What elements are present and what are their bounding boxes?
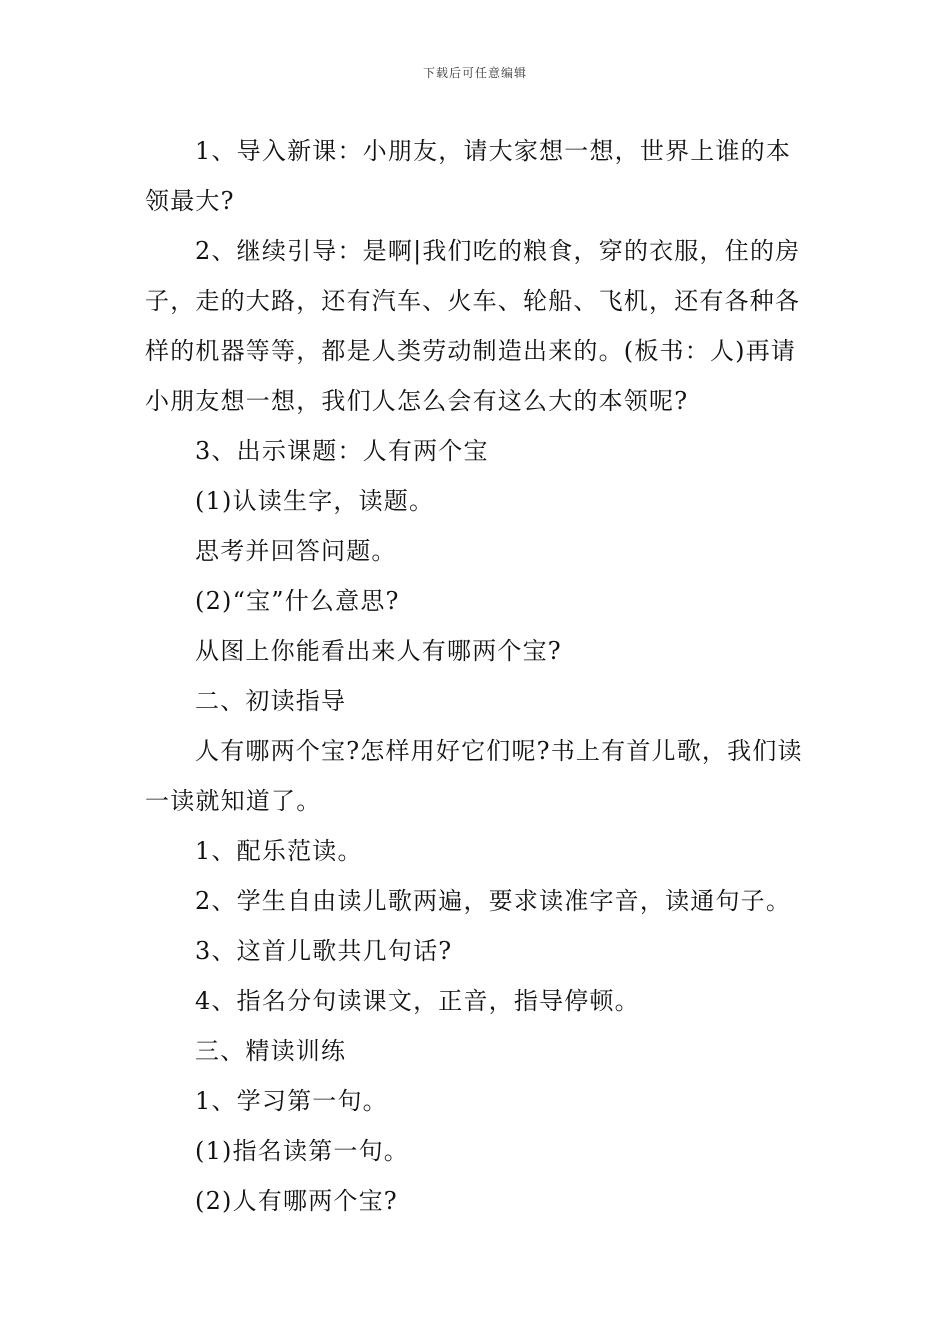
paragraph-read-title: (1)认读生字，读题。 — [195, 487, 435, 515]
paragraph-read-first-sentence: (1)指名读第一句。 — [195, 1137, 409, 1165]
paragraph-model-reading: 1、配乐范读。 — [195, 837, 363, 865]
paragraph-topic: 3、出示课题：人有两个宝 — [195, 437, 489, 465]
section-heading-first-reading: 二、初读指导 — [195, 687, 347, 715]
paragraph-picture-question: 从图上你能看出来人有哪两个宝? — [195, 637, 562, 665]
paragraph-treasure-meaning: (2)“宝”什么意思? — [195, 587, 400, 615]
paragraph-learn-first-sentence: 1、学习第一句。 — [195, 1087, 388, 1115]
paragraph-think: 思考并回答问题。 — [195, 537, 397, 565]
paragraph-which-treasures: (2)人有哪两个宝? — [195, 1187, 398, 1215]
page-header: 下载后可任意编辑 — [422, 66, 527, 80]
document-body — [145, 126, 810, 1226]
paragraph-first-reading-intro: 人有哪两个宝?怎样用好它们呢?书上有首儿歌，我们读一读就知道了。 — [145, 737, 803, 815]
paragraph-sentence-count: 3、这首儿歌共几句话? — [195, 937, 453, 965]
paragraph-intro: 1、导入新课：小朋友，请大家想一想，世界上谁的本领最大? — [145, 137, 792, 215]
section-heading-intensive-reading: 三、精读训练 — [195, 1037, 347, 1065]
paragraph-free-reading: 2、学生自由读儿歌两遍，要求读准字音，读通句子。 — [195, 887, 792, 915]
paragraph-sentence-reading: 4、指名分句读课文，正音，指导停顿。 — [195, 987, 640, 1015]
paragraph-guide: 2、继续引导：是啊|我们吃的粮食，穿的衣服，住的房子，走的大路，还有汽车、火车、轮船、飞机，还有各种各样的机器等等，都是人类劳动制造出来的。(板书：人)再请小朋友想一想，我们人怎么会有这么大的本领呢? — [145, 237, 801, 415]
